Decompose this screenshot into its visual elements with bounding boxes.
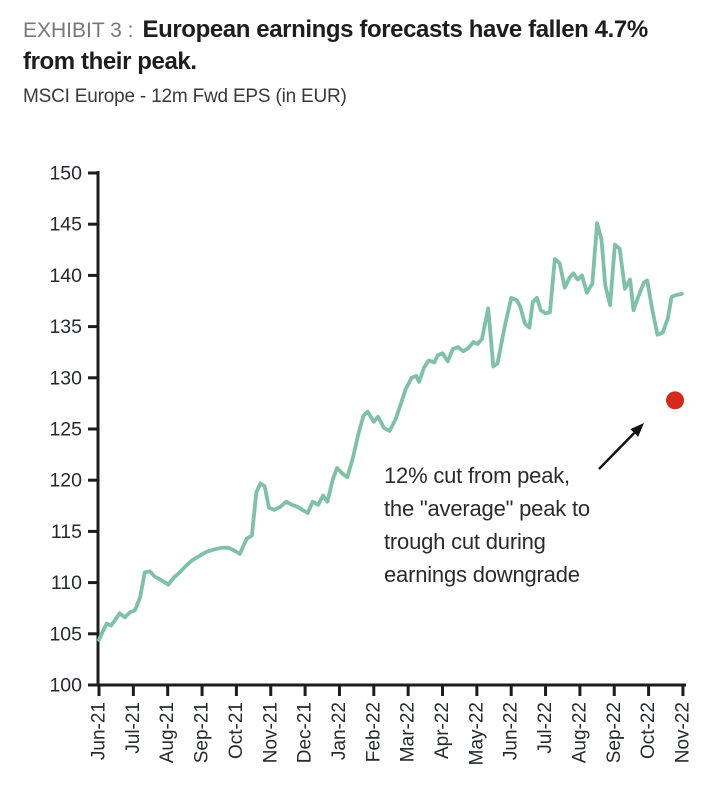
y-tick-label: 150 <box>49 162 82 185</box>
annotation-line: trough cut during <box>384 529 546 554</box>
y-tick-label: 145 <box>49 213 82 236</box>
arrow-shaft <box>599 433 634 469</box>
x-tick-label: Feb-22 <box>363 702 385 763</box>
x-tick-label: Jan-22 <box>328 702 350 761</box>
annotation-line: 12% cut from peak, <box>384 463 570 488</box>
chart-subtitle: MSCI Europe - 12m Fwd EPS (in EUR) <box>23 86 347 107</box>
y-tick-label: 120 <box>49 469 82 492</box>
annotation-text-block <box>384 459 590 591</box>
x-tick-label: Jun-21 <box>88 702 110 761</box>
y-tick-label: 105 <box>49 623 82 646</box>
figure-title-text-1: European earnings forecasts have fallen 4.7% <box>142 16 648 43</box>
x-tick-label: Aug-22 <box>569 702 591 764</box>
x-tick-label: Nov-22 <box>672 702 694 764</box>
annotation-line: the "average" peak to <box>384 496 590 521</box>
y-tick-label: 140 <box>49 264 82 287</box>
x-tick-label: Mar-22 <box>397 702 419 763</box>
x-tick-label: Apr-22 <box>432 702 453 760</box>
x-tick-label: Jun-22 <box>500 702 522 761</box>
y-tick-label: 130 <box>49 367 82 390</box>
x-tick-label: Aug-21 <box>157 702 179 764</box>
x-tick-label: Oct-21 <box>225 702 247 760</box>
figure-title-text-2: from their peak. <box>23 48 197 75</box>
y-tick-label: 135 <box>49 316 82 339</box>
y-tick-label: 115 <box>50 520 82 543</box>
x-tick-label: Jul-21 <box>122 702 144 754</box>
x-tick-label: May-22 <box>466 702 488 766</box>
x-tick-label: Dec-21 <box>294 702 316 764</box>
x-tick-label: Nov-21 <box>260 702 282 764</box>
x-tick-label: Sep-22 <box>603 702 625 764</box>
exhibit-label: EXHIBIT 3 : <box>23 19 134 42</box>
x-tick-label: Oct-22 <box>638 702 660 760</box>
y-tick-label: 100 <box>49 674 82 697</box>
forecast-trough-dot <box>666 391 684 409</box>
x-tick-label: Sep-21 <box>191 702 213 764</box>
y-tick-label: 125 <box>49 418 82 441</box>
y-tick-label: 110 <box>50 572 82 595</box>
x-tick-label: Jul-22 <box>535 702 557 754</box>
annotation-line: earnings downgrade <box>384 562 580 587</box>
